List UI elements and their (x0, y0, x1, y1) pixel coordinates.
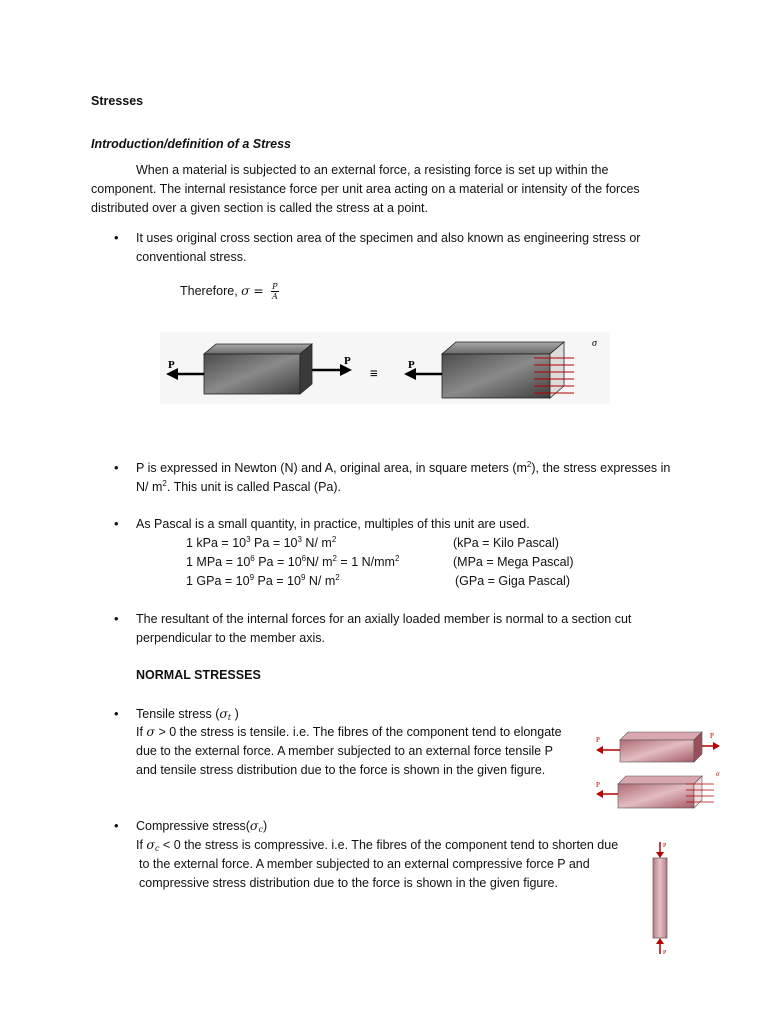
equivalence-symbol: ≡ (370, 367, 378, 382)
bullet-marker: • (114, 460, 119, 475)
bullet1-line-1: It uses original cross section area of the specimen and also known as engineering stress or (136, 231, 641, 245)
bullet-marker: • (114, 611, 119, 626)
axial-stress-figure (160, 332, 610, 404)
left-arrow-icon (596, 746, 620, 754)
unit-kpa: 1 kPa = $10^3$ $Pa = 10^3$ N/ $m^2$ (186, 535, 337, 550)
bullet4-line-2: perpendicular to the member axis. (136, 631, 325, 645)
tensile-title: Tensile stress ($\sigma_t$ ) (136, 706, 239, 722)
left-bar (204, 344, 312, 394)
section-subheading: Introduction/definition of a Stress (91, 137, 291, 151)
compressive-fig-label-p-bottom: P (663, 950, 667, 956)
formula-numerator: P (272, 282, 278, 291)
tensile-section-specimen (618, 776, 702, 808)
right-bar (442, 342, 564, 398)
compressive-figure (640, 838, 680, 958)
formula-denominator: A (271, 292, 278, 301)
unit-gpa-name: (GPa = Giga Pascal) (455, 574, 570, 588)
bullet-marker: • (114, 818, 119, 833)
bullet2-line-1: P is expressed in Newton (N) and A, original area, in square meters $(m^2)$, the stress expresses in (136, 460, 671, 475)
bullet2-line-2: N/ $m^2$. This unit is called Pascal (Pa). (136, 479, 341, 494)
tensile-line-1: If σ > 0 the stress is tensile. i.e. The fibres of the component tend to elongate (136, 724, 562, 739)
intro-line-3: distributed over a given section is called the stress at a point. (91, 201, 428, 215)
bullet1-line-2: conventional stress. (136, 250, 247, 264)
formula-fraction (271, 282, 278, 301)
compressive-line-3: compressive stress distribution due to the force is shown in the given figure. (139, 876, 558, 890)
compressive-line-1: If $\sigma_c < 0$ the stress is compressive. i.e. The fibres of the component tend to shorten due (136, 837, 619, 853)
tensile-fig-label-p-right: P (710, 732, 714, 740)
bullet4-line-1: The resultant of the internal forces for an axially loaded member is normal to a section cut (136, 612, 632, 626)
formula-sigma: σ (241, 282, 250, 298)
compressive-title: Compressive $stress(\sigma_c)$ (136, 818, 268, 834)
normal-stresses-heading: NORMAL STRESSES (136, 668, 261, 682)
unit-kpa-name: (kPa = Kilo Pascal) (453, 536, 559, 550)
bullet-marker: • (114, 516, 119, 531)
intro-line-2: component. The internal resistance force per unit area acting on a material or intensity of the forces (91, 182, 640, 196)
right-arrow-icon (702, 742, 720, 750)
tensile-line-2: due to the external force. A member subjected to an external force tensile P (136, 744, 553, 758)
tensile-specimen (620, 732, 702, 762)
unit-mpa-name: (MPa = Mega Pascal) (453, 555, 574, 569)
compressive-specimen (653, 858, 667, 938)
tensile-line-3: and tensile stress distribution due to the force is shown in the given figure. (136, 763, 546, 777)
fig1-label-p-right: P (344, 355, 351, 367)
tensile-fig-label-p-section: P (596, 781, 600, 789)
compressive-fig-label-p-top: P (663, 843, 667, 849)
bullet3-line: As Pascal is a small quantity, in practice, multiples of this unit are used. (136, 517, 530, 531)
fig1-label-sigma: σ (592, 338, 597, 349)
page-heading: Stresses (91, 94, 144, 108)
unit-mpa: 1 MPa = $10^6$ $Pa = 10^6N/$ $m^2 = 1$ $N/mm^2$ (186, 554, 400, 569)
stress-formula (180, 282, 279, 301)
tensile-figure (590, 724, 726, 814)
tensile-fig-label-sigma: σ (716, 770, 720, 778)
fig1-label-p-left: P (168, 359, 175, 371)
bullet-marker: • (114, 706, 119, 721)
tensile-fig-label-p-left: P (596, 736, 600, 744)
formula-lead: Therefore, (180, 283, 238, 298)
compressive-line-2: to the external force. A member subjected to an external compressive force P and (139, 857, 590, 871)
intro-line-1: When a material is subjected to an external force, a resisting force is set up within the (136, 163, 609, 177)
unit-gpa: 1 GPa = $10^9$ $Pa = 10^9$ N/ $m^2$ (186, 573, 340, 588)
formula-equals: = (253, 282, 264, 298)
left-arrow-icon (596, 790, 618, 798)
fig1-label-p-second: P (408, 359, 415, 371)
bullet-marker: • (114, 230, 119, 245)
